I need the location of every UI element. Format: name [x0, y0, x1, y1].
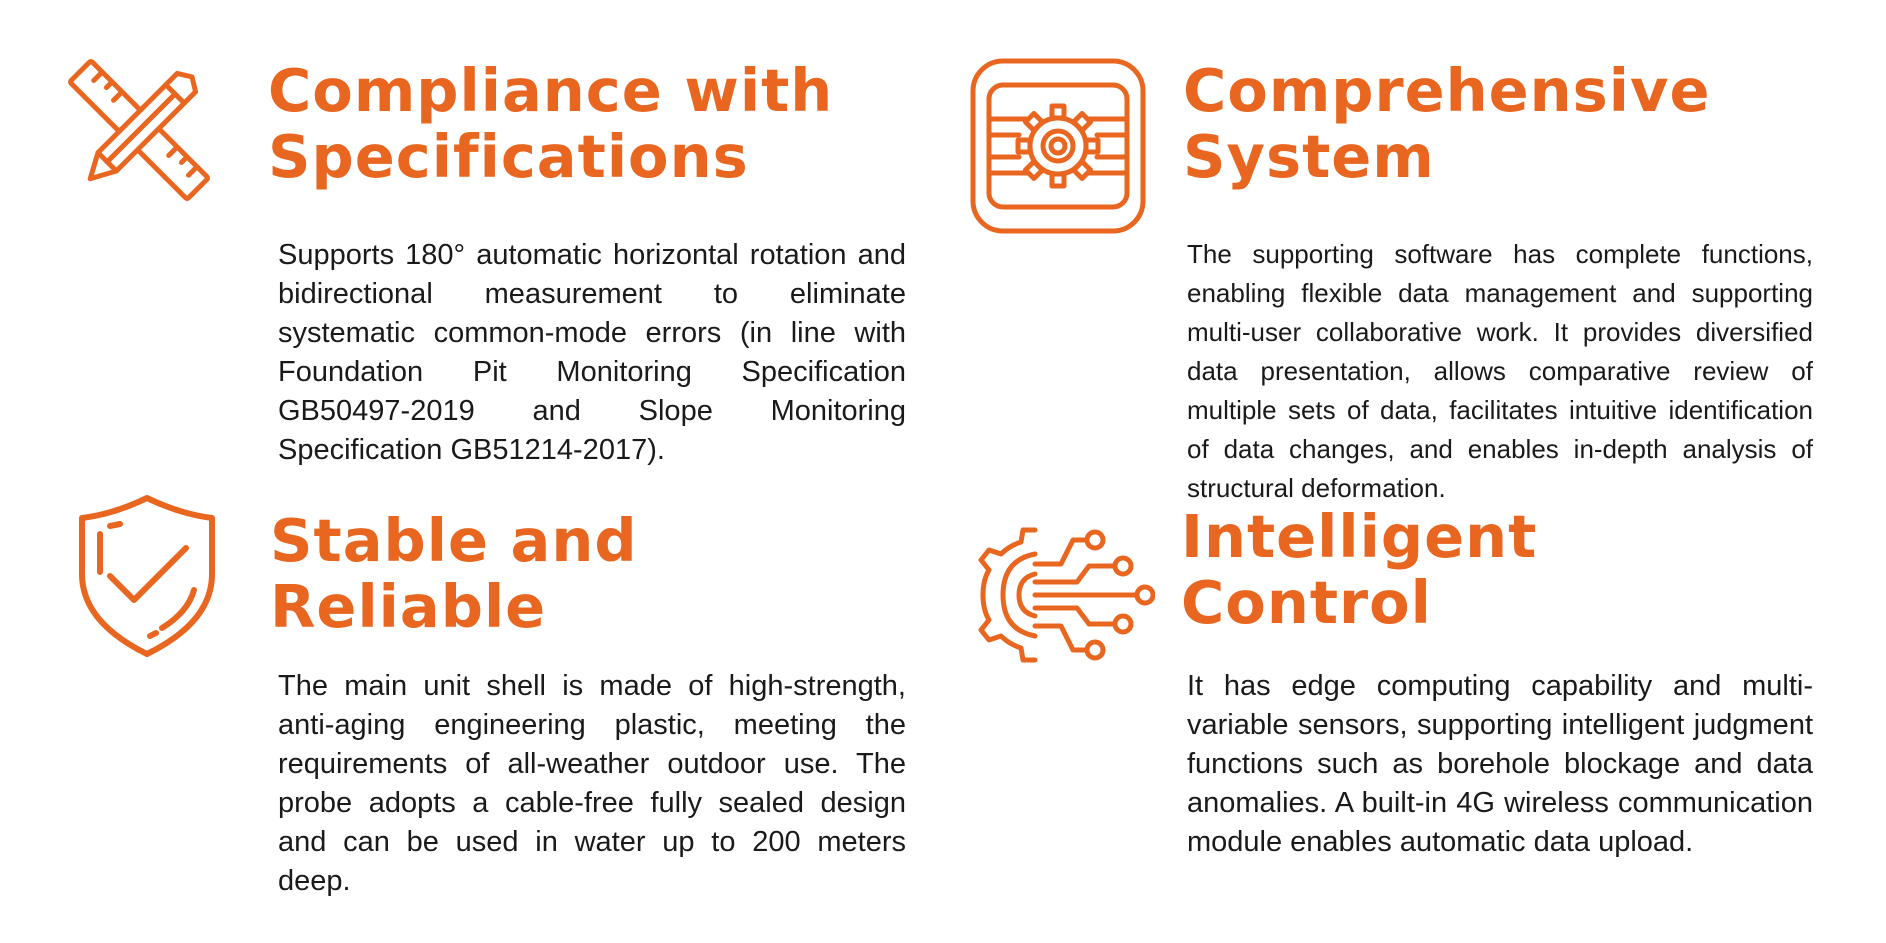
title-line-1: Stable and	[270, 506, 638, 575]
feature-compliance	[0, 0, 943, 500]
feature-stable-reliable	[0, 480, 943, 943]
gear-chip-icon	[969, 57, 1147, 235]
title-line-1: Comprehensive	[1183, 56, 1711, 125]
feature-description: It has edge computing capability and multi-variable sensors, supporting intelligent judgment functions such as borehole blockage and data anomalies. A built-in 4G wireless communication module enables automatic data upload.	[1187, 670, 1813, 858]
title-line-2: Reliable	[270, 572, 547, 641]
title-line-1: Intelligent	[1181, 502, 1538, 571]
feature-title	[1183, 58, 1711, 190]
feature-title	[270, 508, 638, 640]
feature-title	[1181, 504, 1537, 636]
title-line-1: Compliance with	[268, 56, 834, 125]
shield-check-icon	[76, 494, 218, 658]
feature-description: Supports 180° automatic horizontal rotation and bidirectional measurement to eliminate systematic common-mode errors (in line with Foundation Pit Monitoring Specification GB50497-2019 and Slope Monitoring Specification GB51214-2017).	[278, 239, 906, 466]
title-line-2: Control	[1181, 568, 1432, 637]
ruler-pencil-icon	[64, 55, 214, 205]
title-line-2: System	[1183, 122, 1435, 191]
feature-comprehensive-system	[943, 0, 1886, 503]
gear-circuit-icon	[965, 520, 1155, 670]
feature-intelligent-control	[943, 480, 1886, 943]
title-line-2: Specifications	[268, 122, 749, 191]
feature-description: The supporting software has complete functions, enabling flexible data management and supporting multi-user collaborative work. It provides diversified data presentation, allows comparative review of multiple sets of data, facilitates intuitive identification of data changes, and enables in-depth analysis of structural deformation.	[1187, 239, 1813, 503]
feature-description: The main unit shell is made of high-strength, anti-aging engineering plastic, meeting the requirements of all-weather outdoor use. The probe adopts a cable-free fully sealed design and can be used in water up to 200 meters deep.	[278, 670, 906, 897]
feature-title	[268, 58, 833, 190]
